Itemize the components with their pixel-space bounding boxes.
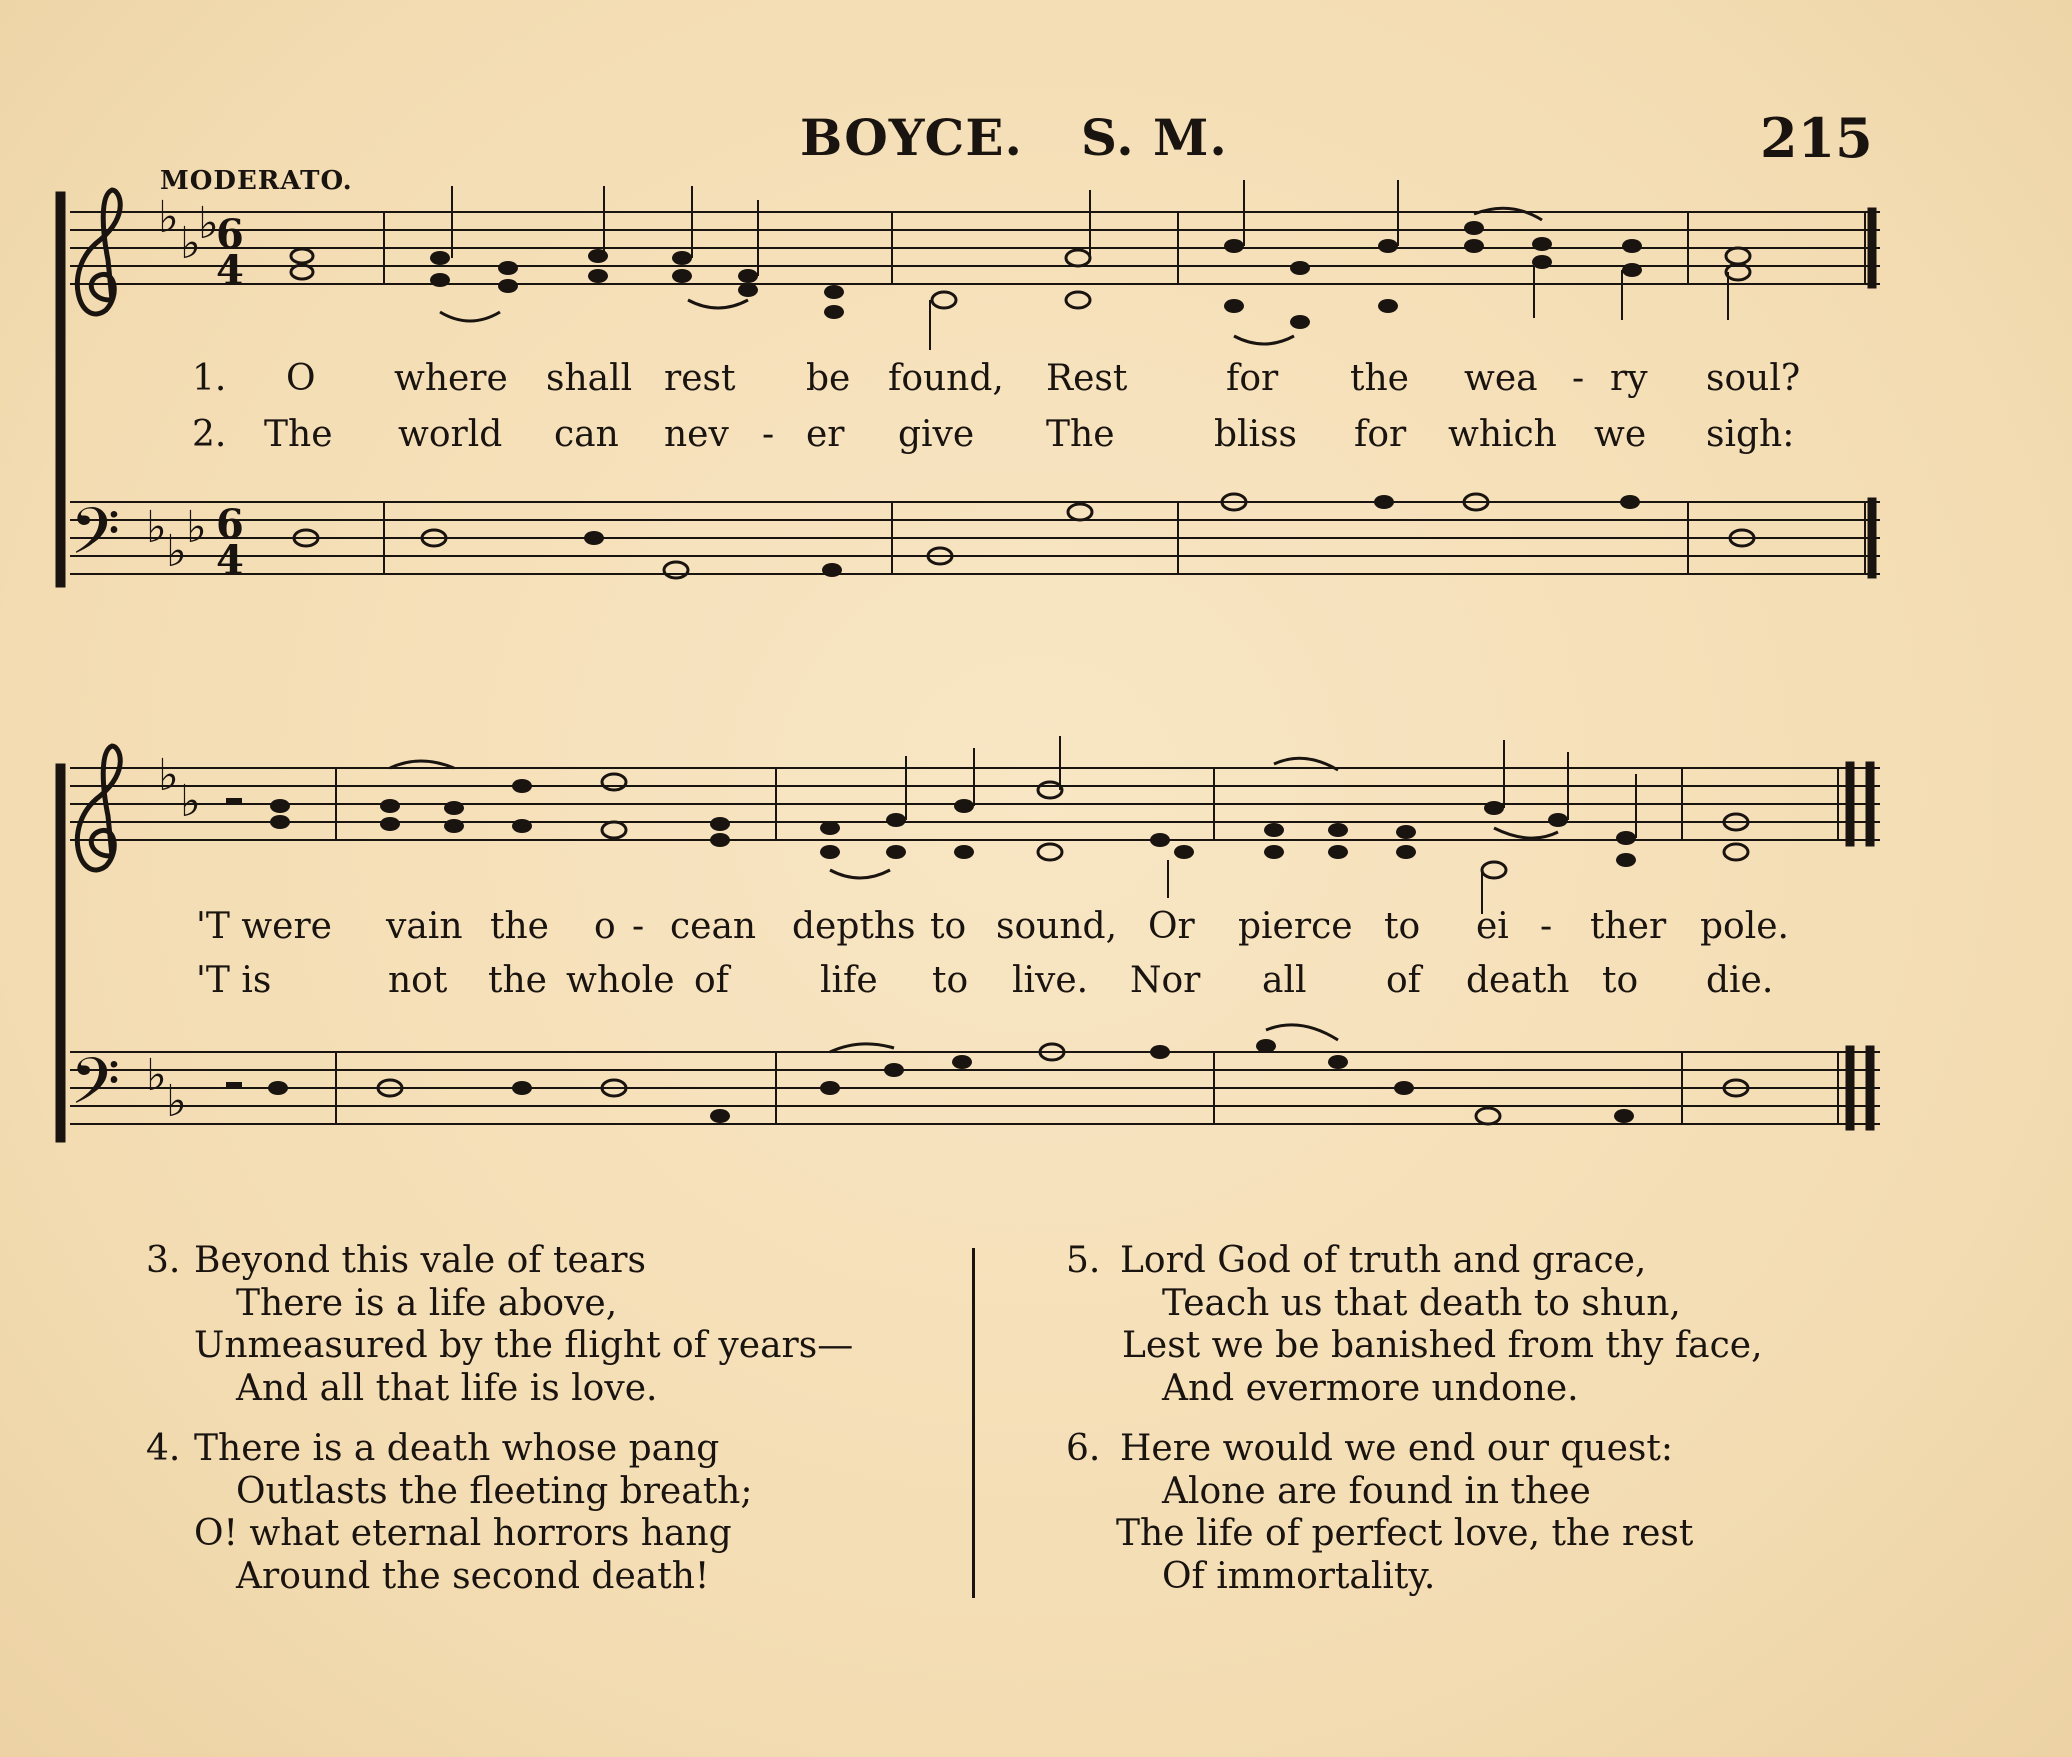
- lyric-syllable: of: [694, 960, 729, 1001]
- svg-text:𝄢: 𝄢: [70, 495, 121, 585]
- lyric-syllable: soul?: [1706, 358, 1801, 399]
- system1-final-bar-treble: [1868, 208, 1876, 288]
- lyric-syllable: Or: [1148, 906, 1195, 947]
- stanza-number: 4.: [146, 1428, 181, 1469]
- lyric-syllable: not: [388, 960, 448, 1001]
- bass-clef-icon: [70, 495, 120, 585]
- stanza-line: There is a death whose pang: [194, 1428, 720, 1469]
- meter: S. M.: [1080, 108, 1228, 167]
- lyric-syllable: wea: [1464, 358, 1538, 399]
- svg-text:4: 4: [216, 247, 244, 294]
- lyric-syllable: Rest: [1046, 358, 1128, 399]
- lyric-syllable: -: [1572, 358, 1585, 399]
- bass-clef-icon: [70, 1045, 120, 1135]
- verse-number: 2.: [192, 414, 227, 455]
- lyric-syllable: the: [1350, 358, 1409, 399]
- lyric-syllable: The: [264, 414, 333, 455]
- treble-clef-icon: [77, 746, 120, 870]
- lyric-syllable: found,: [888, 358, 1004, 399]
- system2-final-bar-treble: [1846, 762, 1854, 846]
- stanza-line: Around the second death!: [236, 1555, 710, 1597]
- lyric-syllable: ther: [1590, 906, 1667, 947]
- lyric-syllable: bliss: [1214, 414, 1298, 455]
- lyric-syllable: to: [1602, 960, 1639, 1001]
- stanza-line: Here would we end our quest:: [1120, 1428, 1673, 1469]
- lyric-syllable: life: [820, 960, 878, 1001]
- stanza-line: Lord God of truth and grace,: [1120, 1240, 1647, 1281]
- stanza-number: 6.: [1066, 1428, 1101, 1469]
- flat-icon: [146, 1050, 187, 1127]
- system2-brace: [56, 764, 65, 1142]
- additional-stanzas: [0, 1240, 2072, 1620]
- system1-verse2-lyrics: [0, 414, 2072, 458]
- lyric-syllable: whole: [566, 960, 675, 1001]
- lyric-syllable: shall: [546, 358, 633, 399]
- stanzas-right-column: [1066, 1240, 1763, 1616]
- flat-icon: [158, 750, 201, 827]
- svg-text:6: 6: [216, 211, 244, 258]
- lyric-syllable: rest: [664, 358, 736, 399]
- note-icon: [294, 494, 1754, 578]
- lyric-syllable: er: [806, 414, 845, 455]
- svg-text:♭: ♭: [158, 750, 179, 801]
- lyric-syllable: o: [594, 906, 616, 947]
- svg-text:6: 6: [216, 501, 244, 548]
- lyric-syllable: death: [1466, 960, 1570, 1001]
- lyric-syllable: which: [1448, 414, 1557, 455]
- stanza-number: 3.: [146, 1240, 181, 1281]
- lyric-syllable: of: [1386, 960, 1421, 1001]
- svg-text:𝄢: 𝄢: [70, 1045, 121, 1135]
- lyric-syllable: -: [1540, 906, 1553, 947]
- stanza-line: Unmeasured by the flight of years—: [194, 1325, 854, 1366]
- page-number: 215: [1760, 106, 1873, 170]
- lyric-syllable: for: [1226, 358, 1279, 399]
- lyric-syllable: cean: [670, 906, 757, 947]
- stanza-line: Of immortality.: [1162, 1555, 1436, 1597]
- stanza-line: Teach us that death to shun,: [1162, 1282, 1681, 1324]
- lyric-syllable: pierce: [1238, 906, 1353, 947]
- note-icon: [270, 774, 1748, 878]
- system2-verse1-lyrics: [0, 906, 2072, 950]
- time-signature-treble: [216, 211, 244, 294]
- note-icon: [291, 221, 1750, 329]
- svg-text:♭: ♭: [146, 1050, 167, 1101]
- stanza-line: Alone are found in thee: [1162, 1470, 1591, 1512]
- stanza-line: And evermore undone.: [1162, 1367, 1579, 1409]
- lyric-syllable: Nor: [1130, 960, 1201, 1001]
- lyric-syllable: to: [932, 960, 969, 1001]
- half-rest: [226, 1082, 242, 1088]
- lyric-syllable: The: [1046, 414, 1115, 455]
- lyric-syllable: 'T were: [196, 906, 332, 947]
- svg-text:♭: ♭: [146, 502, 167, 553]
- system1-treble-staff: [70, 212, 1880, 284]
- svg-text:♭: ♭: [180, 218, 201, 269]
- lyric-syllable: where: [394, 358, 508, 399]
- column-divider: [972, 1248, 975, 1598]
- svg-text:4: 4: [216, 537, 244, 584]
- lyric-syllable: -: [632, 906, 645, 947]
- system2-verse2-lyrics: [0, 960, 2072, 1004]
- stanza-line: O! what eternal horrors hang: [194, 1513, 732, 1554]
- stanza-line: And all that life is love.: [236, 1367, 658, 1409]
- lyric-syllable: ry: [1610, 358, 1648, 399]
- stanza-4: [146, 1428, 853, 1598]
- tune-name: BOYCE.: [800, 108, 1023, 167]
- stanza-5: [1066, 1240, 1763, 1410]
- system1-final-bar-bass: [1868, 498, 1876, 578]
- svg-text:♭: ♭: [166, 526, 187, 577]
- system2-final-bar-bass: [1846, 1046, 1854, 1130]
- stanzas-left-column: [146, 1240, 853, 1616]
- system2-bass-staff: [70, 1052, 1880, 1124]
- treble-clef-icon: [77, 190, 120, 314]
- time-signature-bass: [216, 501, 244, 584]
- stanza-line: Outlasts the fleeting breath;: [236, 1470, 753, 1512]
- lyric-syllable: nev: [664, 414, 729, 455]
- lyric-syllable: 'T is: [196, 960, 272, 1001]
- system1-verse1-lyrics: [0, 358, 2072, 402]
- stanza-line: The life of perfect love, the rest: [1116, 1513, 1694, 1554]
- svg-text:♭: ♭: [180, 776, 201, 827]
- svg-text:♭: ♭: [186, 502, 207, 553]
- lyric-syllable: pole.: [1700, 906, 1789, 947]
- half-rest: [226, 798, 242, 804]
- lyric-syllable: the: [490, 906, 549, 947]
- lyric-syllable: to: [930, 906, 967, 947]
- lyric-syllable: the: [488, 960, 547, 1001]
- flat-icon: [158, 192, 219, 269]
- system1-bass-staff: [70, 502, 1880, 574]
- lyric-syllable: all: [1262, 960, 1307, 1001]
- lyric-syllable: can: [554, 414, 619, 455]
- svg-text:♭: ♭: [166, 1076, 187, 1127]
- lyric-syllable: sound,: [996, 906, 1118, 947]
- lyric-syllable: world: [398, 414, 503, 455]
- svg-text:♭: ♭: [198, 198, 219, 249]
- lyric-syllable: live.: [1012, 960, 1089, 1001]
- lyric-syllable: -: [762, 414, 775, 455]
- lyric-syllable: die.: [1706, 960, 1774, 1001]
- stanza-number: 5.: [1066, 1240, 1101, 1281]
- tempo-marking: MODERATO.: [160, 166, 353, 196]
- stanza-line: Beyond this vale of tears: [194, 1240, 646, 1281]
- svg-text:♭: ♭: [158, 192, 179, 243]
- lyric-syllable: for: [1354, 414, 1407, 455]
- lyric-syllable: to: [1384, 906, 1421, 947]
- lyric-syllable: depths: [792, 906, 916, 947]
- lyric-syllable: give: [898, 414, 975, 455]
- stanza-line: Lest we be banished from thy face,: [1122, 1325, 1763, 1366]
- flat-icon: [146, 502, 207, 577]
- stanza-3: [146, 1240, 853, 1410]
- lyric-syllable: vain: [386, 906, 463, 947]
- lyric-syllable: ei: [1476, 906, 1509, 947]
- stanza-line: There is a life above,: [236, 1282, 618, 1324]
- stanza-6: [1066, 1428, 1763, 1598]
- lyric-syllable: we: [1594, 414, 1647, 455]
- lyric-syllable: sigh:: [1706, 414, 1795, 455]
- lyric-syllable: be: [806, 358, 851, 399]
- lyric-syllable: O: [286, 358, 316, 399]
- verse-number: 1.: [192, 358, 227, 399]
